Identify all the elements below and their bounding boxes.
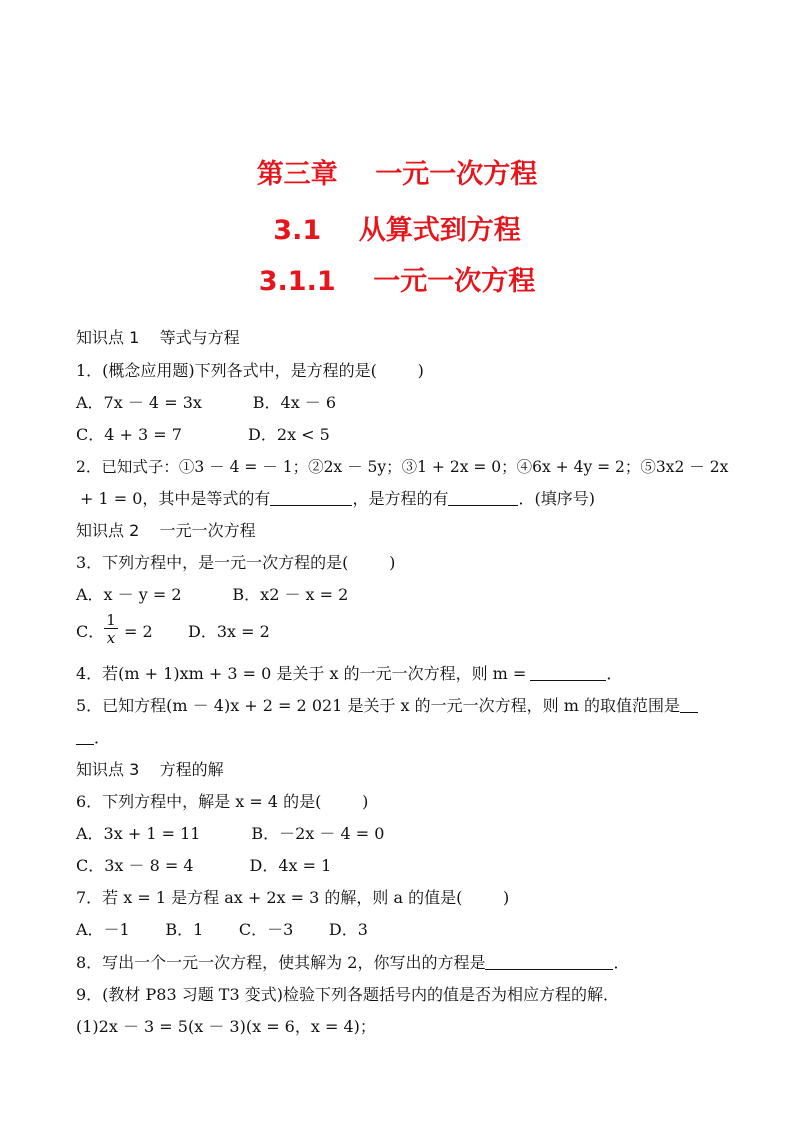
question-8-line: [76, 953, 629, 973]
question-6-options-cd: C．3x － 8 = 4 D．4x = 1: [76, 856, 332, 875]
chapter-title: 第三章 一元一次方程: [256, 159, 538, 190]
question-8-stem: 8．写出一个一元一次方程，使其解为 2，你写出的方程是: [76, 953, 486, 972]
question-2-line-1: 2．已知式子：①3 － 4 = － 1；②2x － 5y；③1 + 2x = 0；④6x + 4y = 2；⑤3x2 － 2x: [76, 458, 729, 476]
subsection-title: 3.1.1 一元一次方程: [258, 266, 536, 297]
question-2-line-2: [80, 489, 595, 509]
question-4-line: [76, 664, 622, 684]
knowledge-point-1: 知识点 1 等式与方程: [76, 328, 240, 347]
question-3-option-d: D．3x = 2: [188, 622, 270, 641]
question-4-stem: 4．若(m + 1)xm + 3 = 0 是关于 x 的一元一次方程，则 m =: [76, 664, 527, 683]
question-6-stem: 6．下列方程中，解是 x = 4 的是( ): [76, 792, 369, 811]
question-5-line-2: [76, 728, 110, 748]
question-4-blank[interactable]: [530, 666, 606, 681]
section-title: 3.1 从算式到方程: [273, 215, 521, 246]
question-3-option-c-suffix: = 2: [124, 622, 153, 641]
question-9-part-1: (1)2x － 3 = 5(x － 3)(x = 6，x = 4)；: [76, 1017, 376, 1036]
question-1-options-ab: A．7x － 4 = 3x B．4x － 6: [76, 393, 337, 412]
fraction-numerator: 1: [106, 611, 116, 629]
question-5-stem: 5．已知方程(m － 4)x + 2 = 2 021 是关于 x 的一元一次方程，则 m 的取值范围是: [76, 696, 680, 715]
question-8-end: ．: [613, 953, 630, 972]
question-2-text-b: ，是方程的有: [352, 489, 449, 508]
question-9-stem: 9．(教材 P83 习题 T3 变式)检验下列各题括号内的值是否为相应方程的解．: [76, 985, 619, 1004]
question-2-text-c: ．(填序号): [518, 489, 595, 508]
question-5-line-1: [76, 696, 698, 716]
question-6-options-ab: A．3x + 1 = 11 B．－2x － 4 = 0: [76, 824, 385, 843]
question-2-blank-equations[interactable]: [270, 491, 352, 506]
question-7-stem: 7．若 x = 1 是方程 ax + 2x = 3 的解，则 a 的值是( ): [76, 888, 510, 907]
fraction-one-over-x: [104, 612, 118, 647]
question-2-text-a: + 1 = 0，其中是等式的有: [80, 489, 271, 508]
question-1-options-cd: C．4 + 3 = 7 D．2x < 5: [76, 425, 330, 444]
question-7-options: A．－1 B．1 C．－3 D．3: [76, 920, 368, 939]
question-5-blank-part-1[interactable]: [680, 698, 698, 713]
question-2-blank-equations-2[interactable]: [448, 491, 518, 506]
question-3-options-ab: A．x － y = 2 B．x2 － x = 2: [76, 585, 349, 604]
question-8-blank[interactable]: [485, 955, 613, 970]
question-1-stem: 1．(概念应用题)下列各式中，是方程的是( ): [76, 361, 424, 380]
question-4-end: ．: [606, 664, 623, 683]
knowledge-point-3: 知识点 3 方程的解: [76, 760, 224, 779]
knowledge-point-2: 知识点 2 一元一次方程: [76, 521, 256, 540]
question-3-option-c-prefix: C．: [76, 622, 105, 641]
fraction-denominator: x: [106, 629, 116, 647]
question-5-end: ．: [94, 728, 111, 747]
question-5-blank-part-2[interactable]: [76, 730, 94, 745]
question-3-stem: 3．下列方程中，是一元一次方程的是( ): [76, 553, 396, 572]
